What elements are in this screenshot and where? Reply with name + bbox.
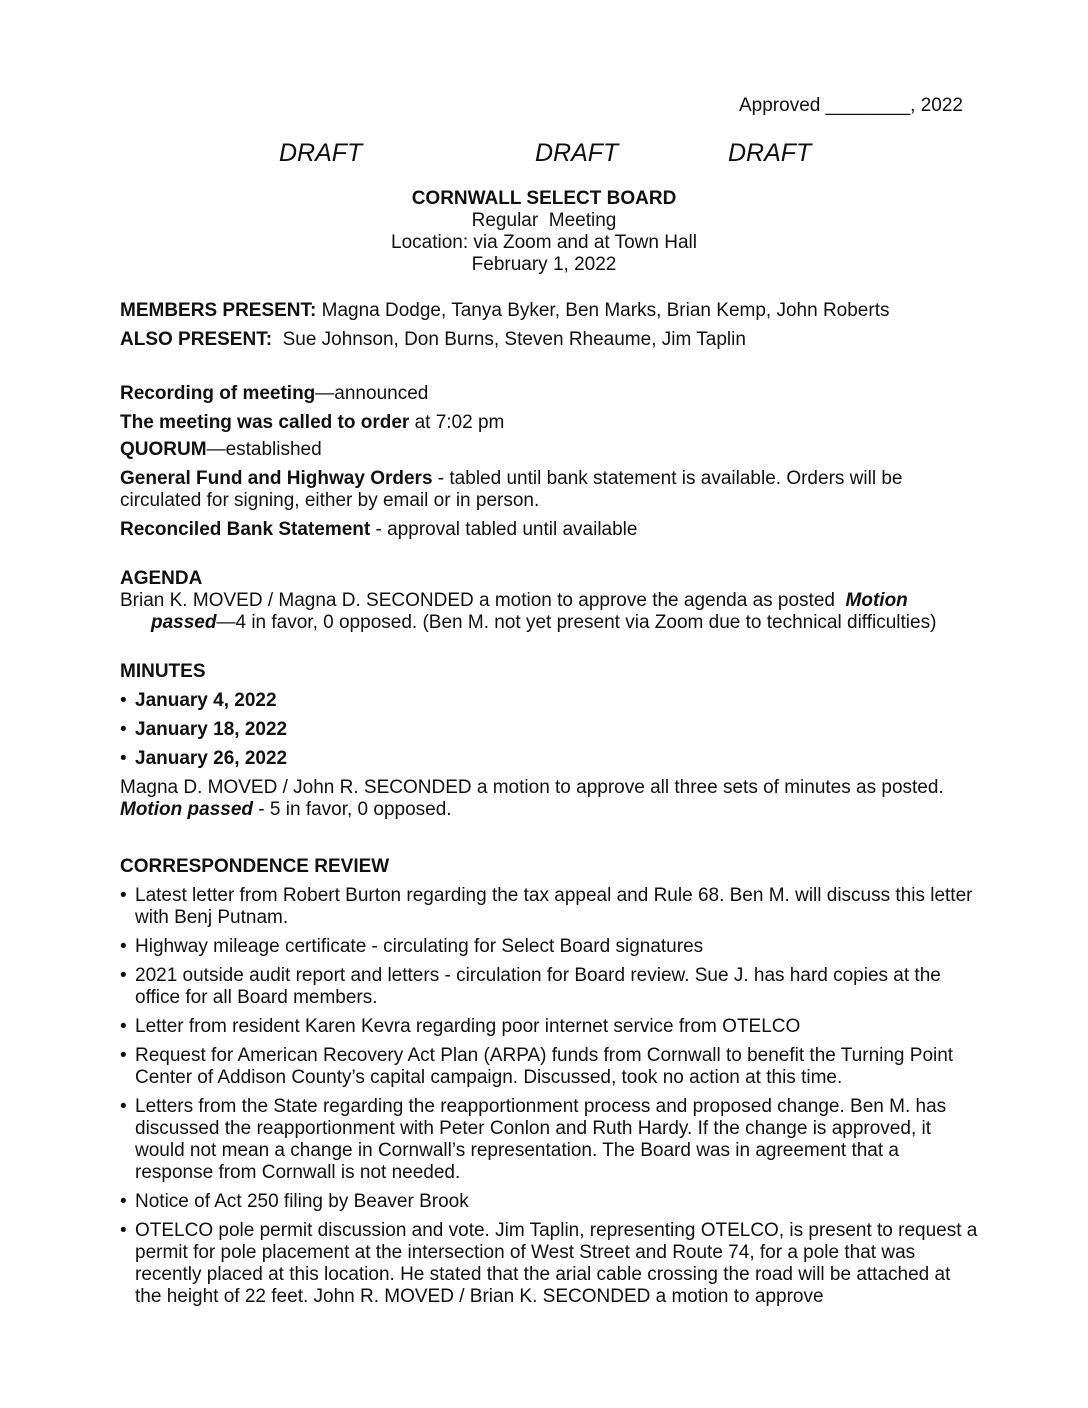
draft-watermark-1: DRAFT xyxy=(279,139,363,167)
minutes-heading: MINUTES xyxy=(120,661,206,682)
minutes-result: Motion passed - 5 in favor, 0 opposed. xyxy=(120,799,452,820)
minutes-motion: Magna D. MOVED / John R. SECONDED a motion to approve all three sets of minutes as posted. xyxy=(120,777,944,798)
opening-items xyxy=(120,383,980,541)
list-item: • Notice of Act 250 filing by Beaver Brook xyxy=(120,1191,980,1213)
meeting-location: Location: via Zoom and at Town Hall xyxy=(391,232,697,253)
recording-notice: Recording of meeting—announced xyxy=(120,383,429,404)
also-present: ALSO PRESENT: Sue Johnson, Don Burns, Steven Rheaume, Jim Taplin xyxy=(120,329,746,350)
agenda-motion: Brian K. MOVED / Magna D. SECONDED a motion to approve the agenda as posted Motion xyxy=(120,590,908,611)
draft-watermark-3: DRAFT xyxy=(728,139,812,167)
list-item: • 2021 outside audit report and letters - circulation for Board review. Sue J. has hard copies at the office for all Board members. xyxy=(120,965,980,1009)
list-item: • January 26, 2022 xyxy=(120,748,980,770)
draft-watermark-2: DRAFT xyxy=(535,139,619,167)
list-item: • Letters from the State regarding the reapportionment process and proposed change. Ben M. has discussed the reapportionment with Peter Conlon and Ruth Hardy. If the change is approved, it would not mean a change in Cornwall’s representation. The Board was in agreement that a response from Cornwall is not needed. xyxy=(120,1096,980,1184)
list-item: • OTELCO pole permit discussion and vote. Jim Taplin, representing OTELCO, is present to request a permit for pole placement at the intersection of West Street and Route 74, for a pole that was recently placed at this location. He stated that the arial cable crossing the road will be attached at the height of 22 feet. John R. MOVED / Brian K. SECONDED a motion to approve xyxy=(120,1220,980,1308)
minutes-list xyxy=(120,690,980,770)
general-fund-orders: General Fund and Highway Orders - tabled until bank statement is available. Orders will be circulated for signing, either by email or in person. xyxy=(120,468,903,511)
list-item: • Letter from resident Karen Kevra regarding poor internet service from OTELCO xyxy=(120,1016,980,1038)
meeting-type: Regular Meeting xyxy=(471,210,617,231)
quorum: QUORUM—established xyxy=(120,439,322,460)
attendance xyxy=(120,296,980,354)
board-title: CORNWALL SELECT BOARD xyxy=(411,188,677,209)
agenda-heading: AGENDA xyxy=(120,568,203,589)
agenda-result: passed—4 in favor, 0 opposed. (Ben M. not yet present via Zoom due to technical difficulties) xyxy=(151,612,937,633)
approved-line: Approved ________, 2022 xyxy=(739,95,963,116)
reconciled-bank-statement: Reconciled Bank Statement - approval tabled until available xyxy=(120,519,638,540)
members-present: MEMBERS PRESENT: Magna Dodge, Tanya Byker, Ben Marks, Brian Kemp, John Roberts xyxy=(120,300,890,321)
correspondence-section xyxy=(120,856,980,1315)
call-to-order: The meeting was called to order at 7:02 pm xyxy=(120,412,505,433)
meeting-date: February 1, 2022 xyxy=(471,254,617,275)
document-header xyxy=(0,188,1088,276)
correspondence-heading: CORRESPONDENCE REVIEW xyxy=(120,856,390,877)
list-item: • Latest letter from Robert Burton regarding the tax appeal and Rule 68. Ben M. will discuss this letter with Benj Putnam. xyxy=(120,885,980,929)
list-item: • January 4, 2022 xyxy=(120,690,980,712)
list-item: • January 18, 2022 xyxy=(120,719,980,741)
correspondence-list xyxy=(120,885,980,1308)
list-item: • Highway mileage certificate - circulating for Select Board signatures xyxy=(120,936,980,958)
list-item: • Request for American Recovery Act Plan (ARPA) funds from Cornwall to benefit the Turning Point Center of Addison County’s capital campaign. Discussed, took no action at this time. xyxy=(120,1045,980,1089)
agenda-section xyxy=(120,568,980,634)
minutes-section xyxy=(120,661,980,821)
